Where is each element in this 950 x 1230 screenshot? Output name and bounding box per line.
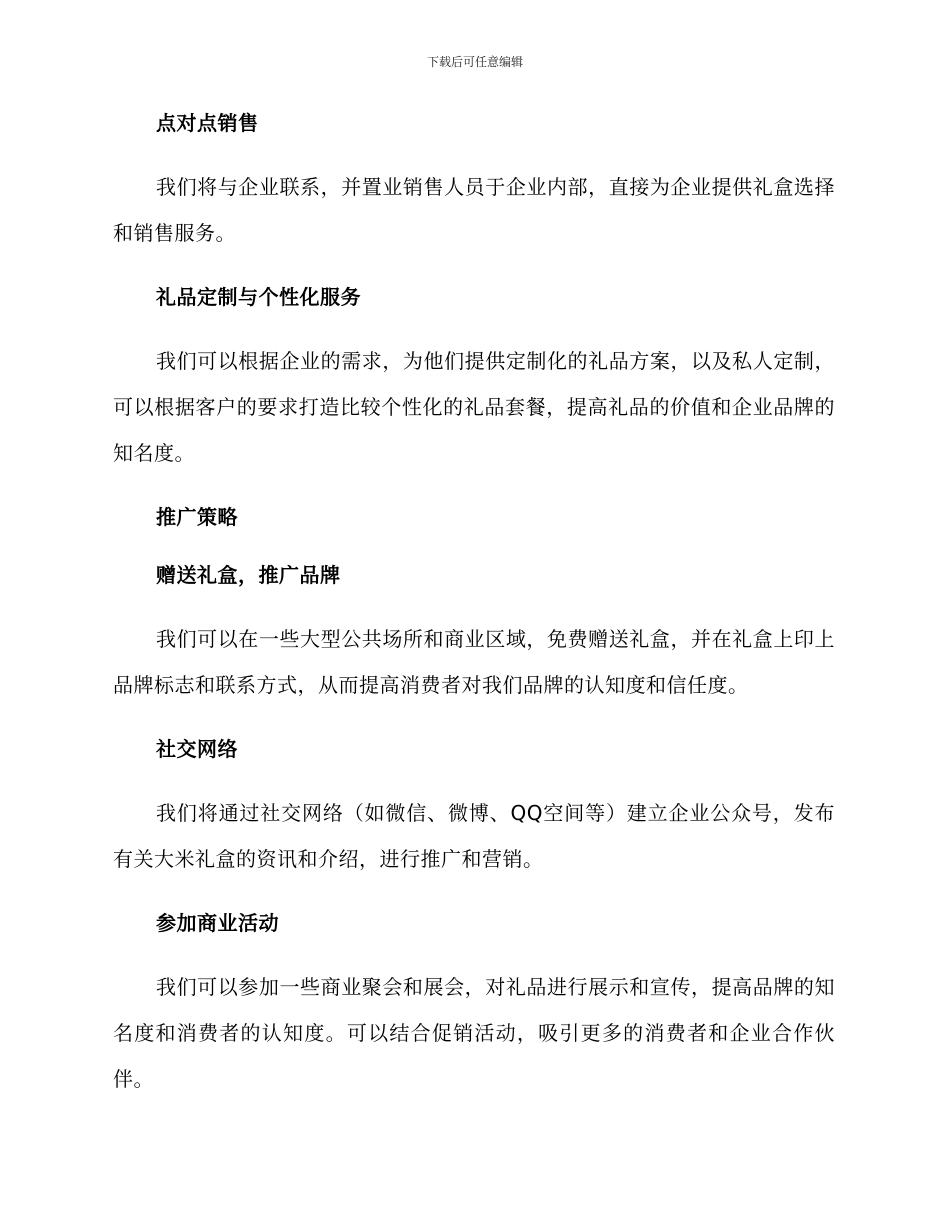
paragraph-p2p-sales: 我们将与企业联系，并置业销售人员于企业内部，直接为企业提供礼盒选择和销售服务。: [113, 175, 835, 245]
paragraph-gift-giveaway: 我们可以在一些大型公共场所和商业区域，免费赠送礼盒，并在礼盒上印上品牌标志和联系方式，从而提高消费者对我们品牌的认知度和信任度。: [113, 627, 835, 697]
section-heading-customization: 礼品定制与个性化服务: [156, 285, 361, 309]
paragraph-customization: 我们可以根据企业的需求，为他们提供定制化的礼品方案，以及私人定制，可以根据客户的要求打造比较个性化的礼品套餐，提高礼品的价值和企业品牌的知名度。: [113, 349, 835, 465]
section-heading-business-events: 参加商业活动: [156, 911, 279, 935]
section-heading-promotion-strategy: 推广策略: [156, 505, 238, 529]
page-header: 下载后可任意编辑: [426, 55, 523, 69]
section-heading-gift-giveaway: 赠送礼盒，推广品牌: [156, 563, 341, 587]
section-heading-social-network: 社交网络: [156, 737, 238, 761]
section-heading-p2p-sales: 点对点销售: [156, 111, 259, 135]
paragraph-business-events: 我们可以参加一些商业聚会和展会，对礼品进行展示和宣传，提高品牌的知名度和消费者的认知度。可以结合促销活动，吸引更多的消费者和企业合作伙伴。: [113, 975, 835, 1091]
paragraph-social-network: 我们将通过社交网络（如微信、微博、QQ空间等）建立企业公众号，发布有关大米礼盒的资讯和介绍，进行推广和营销。: [113, 801, 835, 871]
document-body: [113, 106, 835, 1126]
